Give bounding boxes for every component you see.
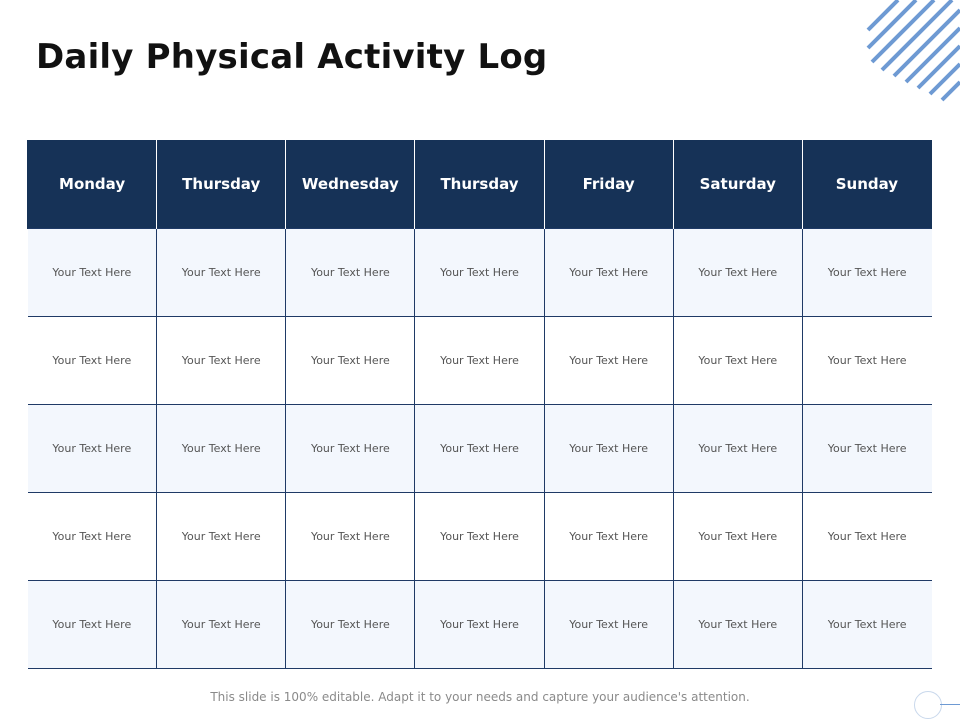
column-header: Wednesday xyxy=(286,140,415,229)
table-cell[interactable]: Your Text Here xyxy=(802,581,931,669)
table-cell[interactable]: Your Text Here xyxy=(673,405,802,493)
table-row xyxy=(28,581,932,669)
table-cell[interactable]: Your Text Here xyxy=(802,405,931,493)
table-cell[interactable]: Your Text Here xyxy=(415,317,544,405)
table-row xyxy=(28,493,932,581)
table-cell[interactable]: Your Text Here xyxy=(157,317,286,405)
footer-accent-line xyxy=(940,704,960,705)
column-header: Thursday xyxy=(415,140,544,229)
page-title: Daily Physical Activity Log xyxy=(36,37,548,77)
table-cell[interactable]: Your Text Here xyxy=(802,317,931,405)
table-row xyxy=(28,229,932,317)
header-row xyxy=(28,140,932,229)
table-cell[interactable]: Your Text Here xyxy=(673,493,802,581)
table-cell[interactable]: Your Text Here xyxy=(286,581,415,669)
column-header: Monday xyxy=(28,140,157,229)
table-cell[interactable]: Your Text Here xyxy=(802,229,931,317)
table-cell[interactable]: Your Text Here xyxy=(673,317,802,405)
table-cell[interactable]: Your Text Here xyxy=(28,493,157,581)
table-cell[interactable]: Your Text Here xyxy=(544,229,673,317)
table-cell[interactable]: Your Text Here xyxy=(28,317,157,405)
table-cell[interactable]: Your Text Here xyxy=(802,493,931,581)
column-header: Sunday xyxy=(802,140,931,229)
footer-note: This slide is 100% editable. Adapt it to your needs and capture your audience's attention. xyxy=(210,690,750,704)
table-cell[interactable]: Your Text Here xyxy=(157,229,286,317)
table-cell[interactable]: Your Text Here xyxy=(544,405,673,493)
table-cell[interactable]: Your Text Here xyxy=(286,493,415,581)
table-cell[interactable]: Your Text Here xyxy=(673,581,802,669)
table-row xyxy=(28,317,932,405)
table-cell[interactable]: Your Text Here xyxy=(28,405,157,493)
table-row xyxy=(28,405,932,493)
table-cell[interactable]: Your Text Here xyxy=(286,405,415,493)
table-cell[interactable]: Your Text Here xyxy=(157,405,286,493)
table-cell[interactable]: Your Text Here xyxy=(544,581,673,669)
table-cell[interactable]: Your Text Here xyxy=(415,581,544,669)
table-cell[interactable]: Your Text Here xyxy=(286,317,415,405)
table-cell[interactable]: Your Text Here xyxy=(544,493,673,581)
column-header: Thursday xyxy=(157,140,286,229)
table-cell[interactable]: Your Text Here xyxy=(415,229,544,317)
column-header: Saturday xyxy=(673,140,802,229)
table-cell[interactable]: Your Text Here xyxy=(673,229,802,317)
table-cell[interactable]: Your Text Here xyxy=(415,405,544,493)
table-cell[interactable]: Your Text Here xyxy=(157,581,286,669)
activity-log-table xyxy=(27,140,932,669)
table-cell[interactable]: Your Text Here xyxy=(28,581,157,669)
table-cell[interactable]: Your Text Here xyxy=(544,317,673,405)
decorative-stripes xyxy=(830,0,960,130)
table-cell[interactable]: Your Text Here xyxy=(415,493,544,581)
table-cell[interactable]: Your Text Here xyxy=(286,229,415,317)
table-cell[interactable]: Your Text Here xyxy=(28,229,157,317)
column-header: Friday xyxy=(544,140,673,229)
table-cell[interactable]: Your Text Here xyxy=(157,493,286,581)
slide-number-circle xyxy=(914,691,942,719)
